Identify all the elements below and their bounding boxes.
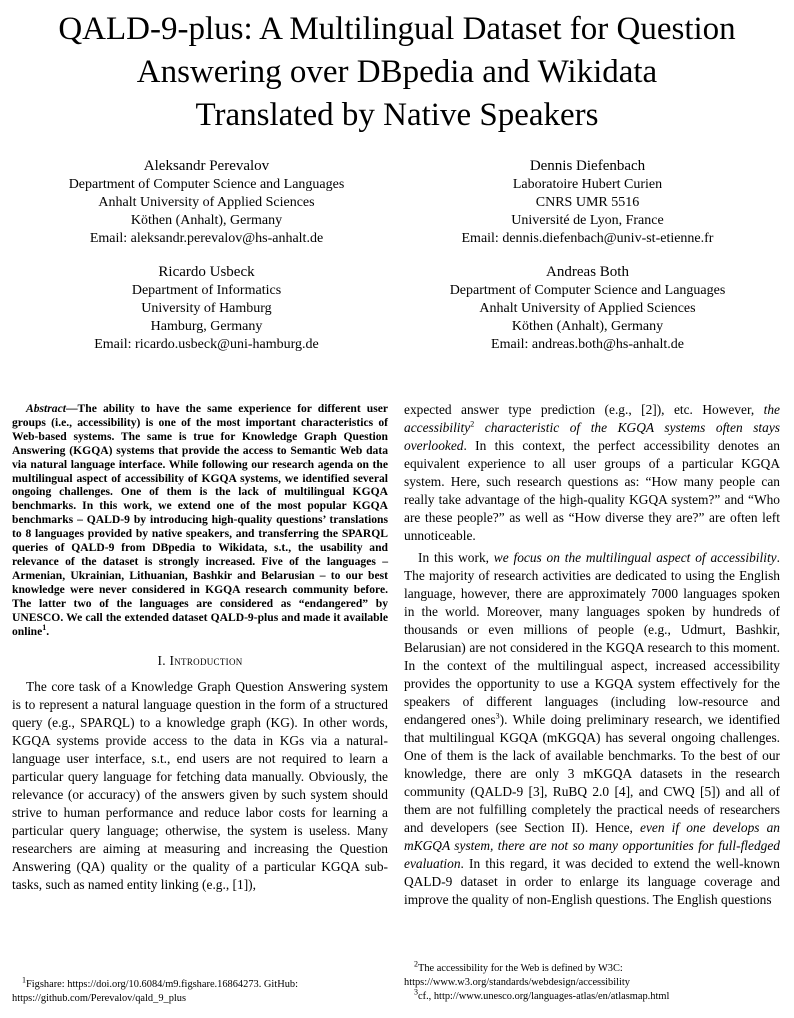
author-block <box>8 262 405 354</box>
footnote-marker: 1 <box>42 622 47 632</box>
author-email: Email: andreas.both@hs-anhalt.de <box>491 337 684 352</box>
italic-run: characteristic of the KGQA systems often stays overlooked <box>404 420 780 453</box>
author-affiliation: Anhalt University of Applied Sciences <box>479 301 696 316</box>
author-affiliation: Anhalt University of Applied Sciences <box>98 195 315 210</box>
author-name: Dennis Diefenbach <box>529 158 646 174</box>
section-heading: I. Introduction <box>157 653 243 669</box>
italic-run: even if one develops an mKGQA system, there are not so many opportunities for full-fledged evaluation <box>404 820 780 871</box>
author-affiliation: University of Hamburg <box>141 301 272 316</box>
author-name: Aleksandr Perevalov <box>143 158 270 174</box>
author-block <box>8 156 405 248</box>
author-block <box>389 156 786 248</box>
text-run: . The majority of research activities are dedicated to using the English language, however, there are approximately 7000 languages spoken in the world. Moreover, many languages spoken by hundreds of thousands or even millions of people (e.g., Udmurt, Bashkir, Belarusian) are not considered in the KGQA research to this moment. In the context of the multilingual aspect, increased accessibility provides the opportunity to use a KGQA system effectively for the speakers of different languages (including low-resource and endangered ones <box>404 550 780 727</box>
footnote-marker: 2 <box>470 419 475 429</box>
footnote-number: 3 <box>414 987 418 997</box>
text-run: In this work, <box>418 550 494 565</box>
paragraph <box>404 549 780 909</box>
author-affiliation: Köthen (Anhalt), Germany <box>130 213 283 228</box>
footnote-text: The accessibility for the Web is defined by W3C: https://www.w3.org/standards/webdesign/accessibility <box>404 963 630 988</box>
title-line: Translated by Native Speakers <box>195 97 599 133</box>
author-affiliation: Department of Informatics <box>131 283 282 298</box>
footnote-number: 1 <box>22 975 26 985</box>
abstract-end: . <box>46 624 50 638</box>
author-affiliation: Department of Computer Science and Languages <box>68 177 345 192</box>
author-name: Andreas Both <box>546 264 629 280</box>
footnote <box>12 975 388 1006</box>
footnote-left <box>12 975 388 1006</box>
italic-run: the accessibility <box>404 402 780 435</box>
paragraph <box>404 401 780 545</box>
author-email: Email: aleksandr.perevalov@hs-anhalt.de <box>89 231 324 246</box>
footnote-marker: 3 <box>495 711 500 721</box>
text-run: . In this context, the perfect accessibility denotes an equivalent experience to all user groups of a particular KGQA system. Here, such research questions as: “How many people can really take advantage of the high-quality KGQA system?” and “Who are these people?” as well as “How diverse they are?” are often left unnoticeable. <box>404 438 780 543</box>
author-affiliation: CNRS UMR 5516 <box>535 195 640 210</box>
author-affiliation: Department of Computer Science and Languages <box>449 283 726 298</box>
footnote <box>404 959 780 990</box>
abstract-text: —The ability to have the same experience for different user groups (i.e., accessibility) is one of the most important characteristics of Web-based systems. The same is true for Knowledge Graph Question Answering (KGQA) systems that provide the access to Semantic Web data via natural language interface. While following our research agenda on the multilingual aspect of accessibility of KGQA systems, we identified several ongoing challenges. One of them is the lack of multilingual KGQA benchmarks. In this work, we extend one of the most popular KGQA benchmarks – QALD-9 by introducing high-quality questions’ translations to 8 languages provided by native speakers, and transferring the SPARQL queries of QALD-9 from DBpedia to Wikidata, s.t., the usability and relevance of the dataset is strongly increased. Five of the languages – Armenian, Ukrainian, Lithuanian, Bashkir and Belarusian – to our best knowledge were never considered in KGQA research community before. The latter two of the languages are considered as “endangered” by UNESCO. We call the extended dataset QALD-9-plus and made it available online <box>12 402 388 638</box>
footnote-number: 2 <box>414 959 418 969</box>
footnote-right <box>404 959 780 1004</box>
text-run: expected answer type prediction (e.g., [2]), etc. However, <box>404 402 764 417</box>
title-line: QALD-9-plus: A Multilingual Dataset for Question <box>58 11 736 47</box>
author-email: Email: dennis.diefenbach@univ-st-etienne.fr <box>461 231 714 246</box>
footnote <box>404 987 780 1004</box>
left-column <box>12 402 388 894</box>
italic-run: we focus on the multilingual aspect of accessibility <box>493 550 777 565</box>
paragraph: The core task of a Knowledge Graph Question Answering system is to represent a natural language question in the form of a structured query (e.g., SPARQL) to a knowledge graph (KG). In other words, KGQA systems provide access to the data in KGs via a natural-language user interface, s.t., end users are not required to learn a particular query language for fetching data manually. Obviously, the relevance (or accuracy) of the answers given by such system should strive to human performance and reduce labor costs for learning a particular query language; otherwise, the system is useless. Many researchers are aiming at measuring and increasing the Question Answering (QA) quality or the quality of a particular KGQA sub-tasks, such as named entity linking (e.g., [1]), <box>12 679 388 893</box>
footnote-text: cf., http://www.unesco.org/languages-atlas/en/atlasmap.html <box>418 991 670 1002</box>
author-affiliation: Université de Lyon, France <box>511 213 664 228</box>
author-affiliation: Laboratoire Hubert Curien <box>512 177 663 192</box>
title-line: Answering over DBpedia and Wikidata <box>136 54 658 90</box>
abstract <box>12 402 388 638</box>
text-run: ). While doing preliminary research, we identified that multilingual KGQA (mKGQA) has several ongoing challenges. One of them is the lack of available benchmarks. To the best of our knowledge, there are only 3 mKGQA datasets in the research community (QALD-9 [3], RuBQ 2.0 [4], and CWQ [5]) and all of them are not fulfilling completely the practical needs of researchers and developers (see Section II). Hence, <box>404 712 780 835</box>
author-block <box>389 262 786 354</box>
footnote-text: Figshare: https://doi.org/10.6084/m9.figshare.16864273. GitHub: https://github.com/Perevalov/qald_9_plus <box>12 979 298 1004</box>
abstract-label: Abstract <box>26 402 66 415</box>
author-email: Email: ricardo.usbeck@uni-hamburg.de <box>94 337 319 352</box>
text-run: . In this regard, it was decided to extend the well-known QALD-9 dataset in order to enlarge its language coverage and improve the quality of non-English questions. The English questions <box>404 856 780 907</box>
author-name: Ricardo Usbeck <box>158 264 255 280</box>
right-column <box>404 401 780 909</box>
paper-title <box>0 8 794 137</box>
author-affiliation: Hamburg, Germany <box>150 319 263 334</box>
author-affiliation: Köthen (Anhalt), Germany <box>511 319 664 334</box>
